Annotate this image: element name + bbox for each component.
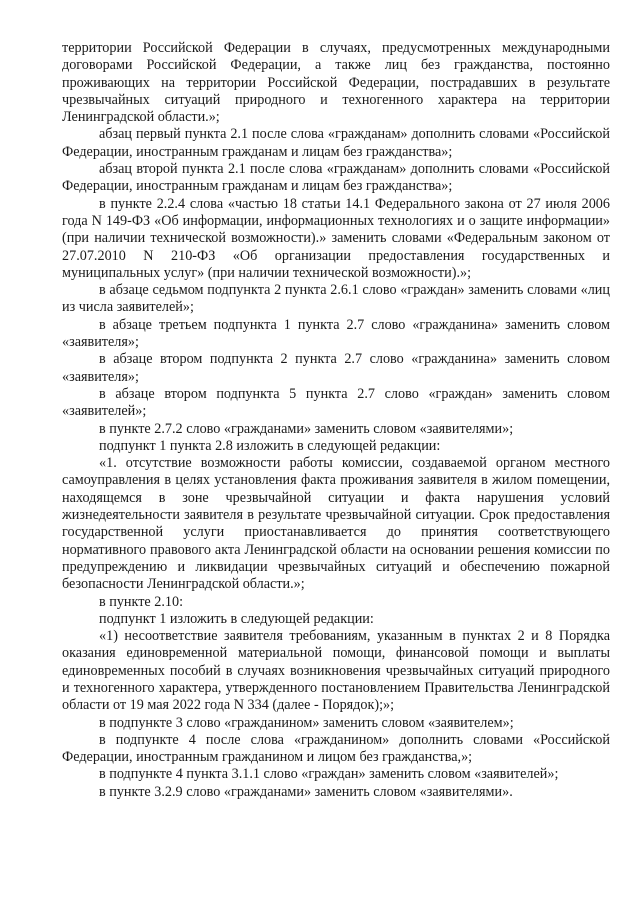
paragraph: в абзаце втором подпункта 5 пункта 2.7 слово «граждан» заменить словом «заявителей»; [62,385,610,420]
paragraph: в пункте 2.10: [99,593,184,610]
paragraph: в абзаце седьмом подпункта 2 пункта 2.6.1 слово «граждан» заменить словами «лиц из числа заявителей»; [62,282,610,316]
paragraph: «1) несоответствие заявителя требованиям, указанным в пунктах 2 и 8 Порядка оказания единовременной материальной помощи, финансовой помощи и выплаты единовременных пособий в случаях возникновения чрезвычайных ситуаций природного и техногенного характера, утвержденного постановлением Правительства Ленинградской области от 19 мая 2022 года N 334 (далее - Порядок);»; [62,628,610,714]
paragraph: в абзаце втором подпункта 2 пункта 2.7 слово «гражданина» заменить словом «заявителя»; [62,351,610,385]
paragraph: в пункте 2.7.2 слово «гражданами» заменить словом «заявителями»; [99,420,514,437]
paragraph: в пункте 3.2.9 слово «гражданами» заменить словом «заявителями». [99,783,513,800]
paragraph: подпункт 1 пункта 2.8 изложить в следующей редакции: [99,437,441,454]
paragraph: абзац второй пункта 2.1 после слова «гражданам» дополнить словами «Российской Федерации, иностранным гражданам и лицам без гражданства»; [62,161,610,195]
paragraph: в абзаце третьем подпункта 1 пункта 2.7 слово «гражданина» заменить словом «заявителя»; [62,316,610,351]
paragraph: абзац первый пункта 2.1 после слова «гражданам» дополнить словами «Российской Федерации, иностранным гражданам и лицам без гражданства»; [62,126,610,160]
paragraph: «1. отсутствие возможности работы комиссии, создаваемой органом местного самоуправления в целях установления факта проживания заявителя в жилом помещении, находящемся в зоне чрезвычайной ситуации и факта нарушения условий жизнедеятельности заявителя в результате чрезвычайной ситуации. Срок предоставления государственной услуги приостанавливается до принятия соответствующего нормативного правового акта Ленинградской области на основании решения комиссии по предупреждению и ликвидации чрезвычайных ситуаций и обеспечению пожарной безопасности Ленинградской области.»; [62,455,610,593]
paragraph-continuation: территории Российской Федерации в случаях, предусмотренных международными договорами Российской Федерации, а также лиц без гражданства, постоянно проживающих на территории Российской Федерации, пострадавших в результате чрезвычайных ситуаций природного и техногенного характера на территории Ленинградской области.»; [62,40,610,126]
paragraph: подпункт 1 изложить в следующей редакции: [99,610,374,627]
paragraph: в пункте 2.2.4 слова «частью 18 статьи 14.1 Федерального закона от 27 июля 2006 года N 149-ФЗ «Об информации, информационных технологиях и о защите информации» (при наличии технической возможности).» заменить словами «Федеральным законом от 27.07.2010 N 210-ФЗ «Об организации предоставления государственных и муниципальных услуг» (при наличии технической возможности).»; [62,195,610,281]
paragraph: в подпункте 4 пункта 3.1.1 слово «граждан» заменить словом «заявителей»; [99,766,559,783]
document-page [62,40,610,801]
paragraph: в подпункте 3 слово «гражданином» заменить словом «заявителем»; [99,714,514,731]
paragraph: в подпункте 4 после слова «гражданином» дополнить словами «Российской Федерации, иностранным гражданином и лицом без гражданства,»; [62,731,610,766]
